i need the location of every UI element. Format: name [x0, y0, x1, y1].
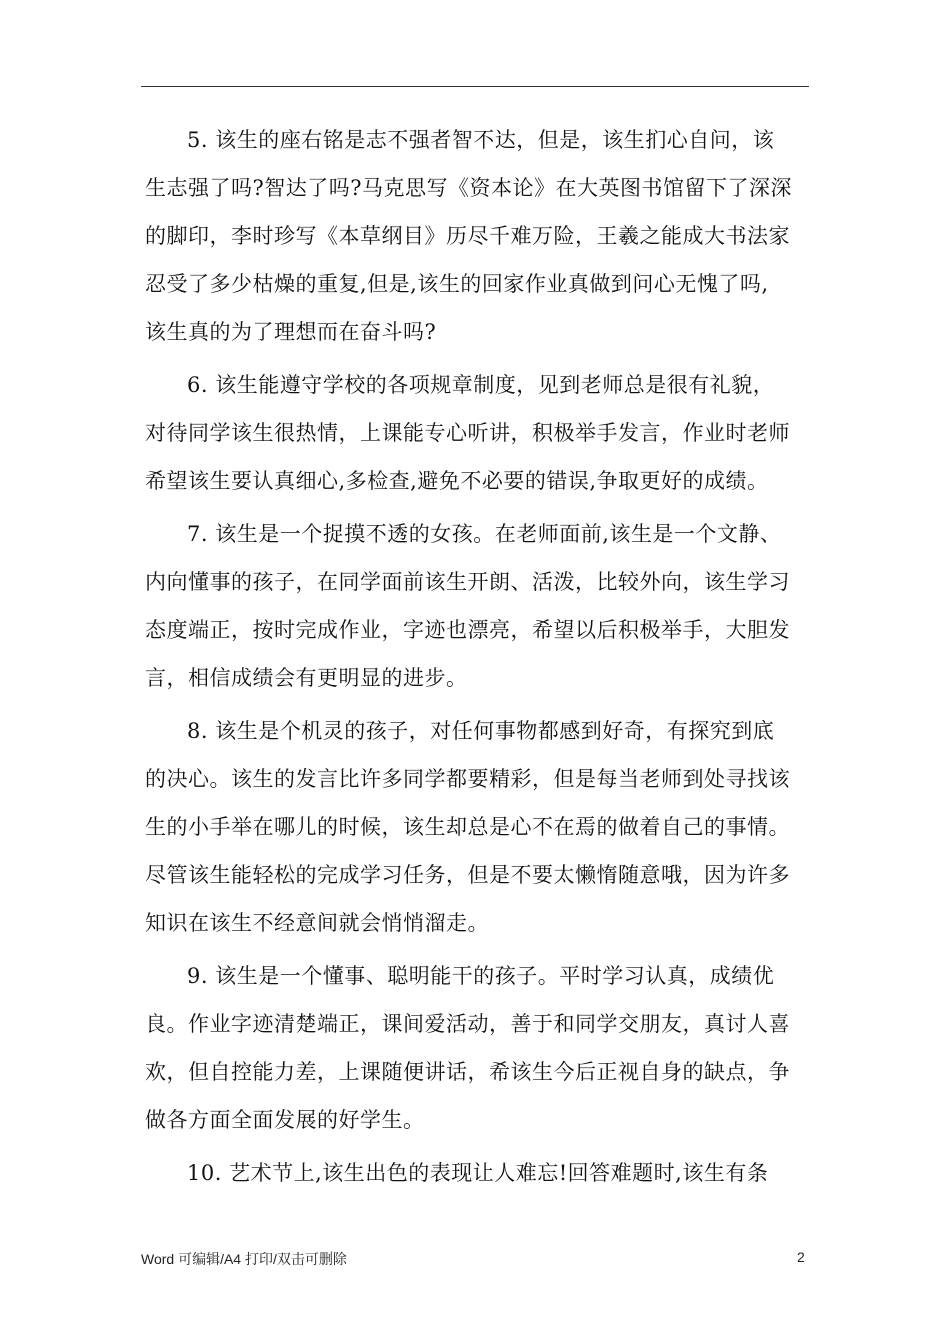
paragraph-line: 生志强了吗?智达了吗?马克思写《资本论》在大英图书馆留下了深深 — [145, 176, 793, 200]
paragraph-line: 做各方面全面发展的好学生。 — [145, 1108, 425, 1132]
page-number: 2 — [797, 1249, 805, 1265]
paragraph-line: 8. 该生是个机灵的孩子，对任何事物都感到好奇，有探究到底 — [187, 719, 775, 743]
paragraph-line: 希望该生要认真细心,多检查,避免不必要的错误,争取更好的成绩。 — [145, 469, 769, 493]
paragraph-8 — [145, 707, 809, 947]
paragraph-line: 5. 该生的座右铭是志不强者智不达，但是，该生扪心自问，该 — [187, 128, 775, 152]
paragraph-line: 7. 该生是一个捉摸不透的女孩。在老师面前,该生是一个文静、 — [187, 522, 782, 546]
paragraph-line: 对待同学该生很热情，上课能专心听讲，积极举手发言，作业时老师 — [145, 421, 790, 445]
paragraph-line: 忍受了多少枯燥的重复,但是,该生的回家作业真做到问心无愧了吗, — [145, 272, 769, 296]
paragraph-6 — [145, 361, 809, 505]
paragraph-line: 尽管该生能轻松的完成学习任务，但是不要太懒惰随意哦，因为许多 — [145, 863, 790, 887]
paragraph-5 — [145, 116, 809, 356]
paragraph-line: 生的小手举在哪儿的时候，该生却总是心不在焉的做着自己的事情。 — [145, 815, 790, 839]
paragraph-line: 9. 该生是一个懂事、聪明能干的孩子。平时学习认真，成绩优 — [187, 964, 775, 988]
paragraph-line: 内向懂事的孩子，在同学面前该生开朗、活泼，比较外向，该生学习 — [145, 570, 790, 594]
paragraph-9 — [145, 952, 809, 1144]
footer-note: Word 可编辑/A4 打印/双击可删除 — [141, 1251, 347, 1267]
paragraph-line: 的脚印，李时珍写《本草纲目》历尽千难万险，王羲之能成大书法家 — [145, 224, 790, 248]
paragraph-line: 10. 艺术节上,该生出色的表现让人难忘!回答难题时,该生有条 — [187, 1161, 769, 1185]
paragraph-line: 欢，但自控能力差，上课随便讲话，希该生今后正视自身的缺点，争 — [145, 1060, 790, 1084]
paragraph-line: 良。作业字迹清楚端正，课间爱活动，善于和同学交朋友，真讨人喜 — [145, 1012, 790, 1036]
paragraph-line: 态度端正，按时完成作业，字迹也漂亮，希望以后积极举手，大胆发 — [145, 618, 790, 642]
paragraph-line: 6. 该生能遵守学校的各项规章制度，见到老师总是很有礼貌， — [187, 373, 775, 397]
document-body — [145, 116, 809, 1197]
paragraph-line: 的决心。该生的发言比许多同学都要精彩，但是每当老师到处寻找该 — [145, 767, 790, 791]
paragraph-7 — [145, 510, 809, 702]
header-rule — [141, 86, 809, 87]
paragraph-line: 知识在该生不经意间就会悄悄溜走。 — [145, 911, 489, 935]
paragraph-line: 该生真的为了理想而在奋斗吗? — [145, 320, 437, 344]
paragraph-10 — [145, 1149, 809, 1197]
paragraph-line: 言，相信成绩会有更明显的进步。 — [145, 666, 468, 690]
